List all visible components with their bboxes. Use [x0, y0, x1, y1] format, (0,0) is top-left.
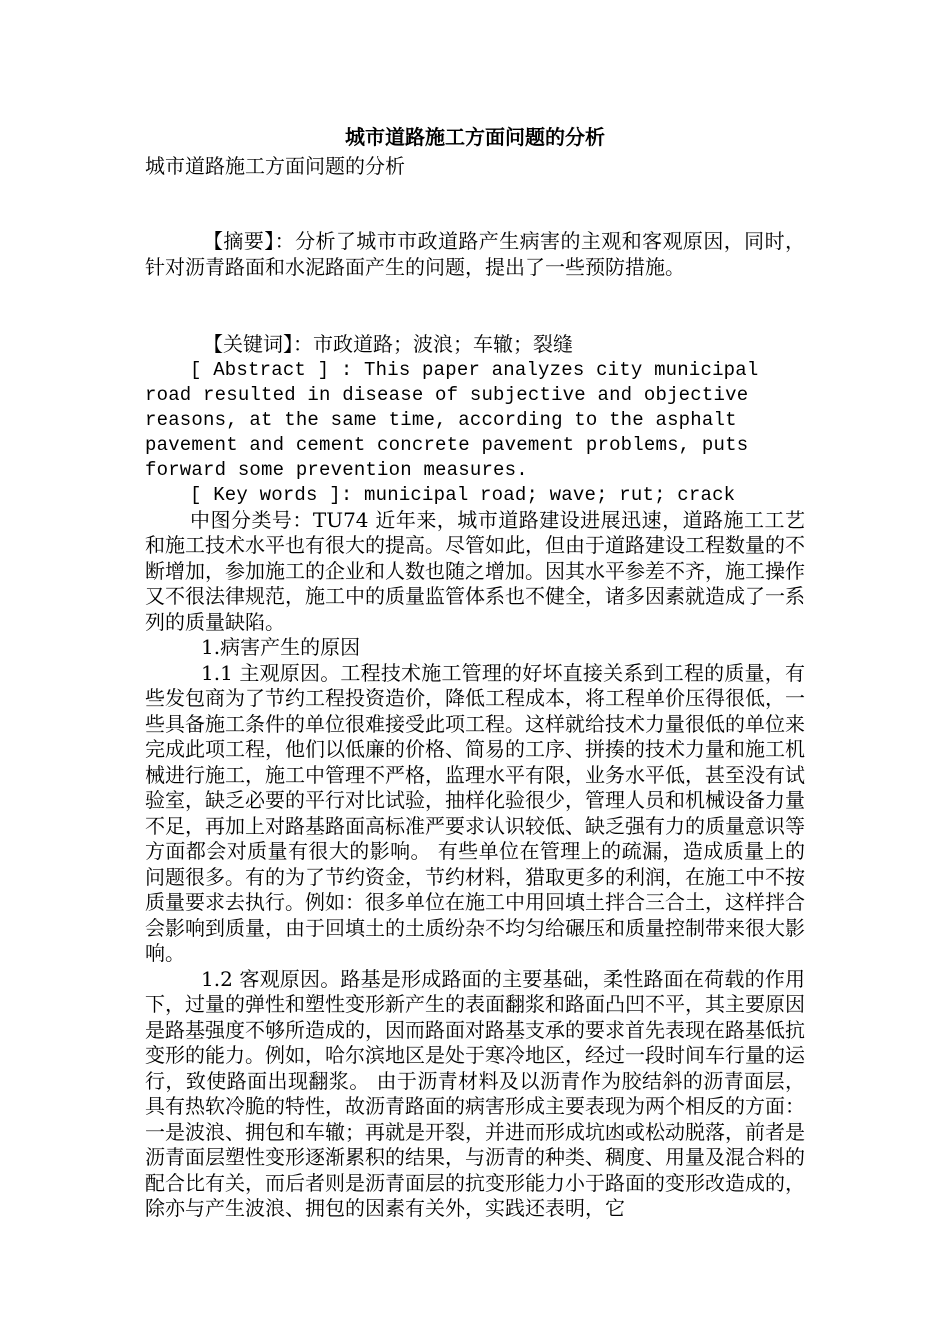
section-1-2-paragraph: 1.2 客观原因。路基是形成路面的主要基础，柔性路面在荷载的作用下，过量的弹性和塑性变形新产生的表面翻浆和路面凸凹不平，其主要原因是路基强度不够所造成的，因而路面对路基支承的要求首先表现在路基低抗变形的能力。例如，哈尔滨地区是处于寒冷地区，经过一段时间车行量的运行，致使路面出现翻浆。 由于沥青材料及以沥青作为胶结斜的沥青面层，具有热软冷脆的特性，故沥青路面的病害形成主要表现为两个相反的方面：一是波浪、拥包和车辙；再就是开裂，并进而形成坑凼或松动脱落，前者是沥青面层塑性变形逐渐累积的结果，与沥青的种类、稠度、用量及混合料的配合比有关，而后者则是沥青面层的抗变形能力小于路面的变形改造成的，除亦与产生波浪、拥包的因素有关外，实践还表明，它	[145, 966, 805, 1220]
abstract-cn: 【摘要】：分析了城市市政道路产生病害的主观和客观原因，同时，针对沥青路面和水泥路面产生的问题，提出了一些预防措施。	[145, 229, 805, 279]
abstract-en: [ Abstract ] : This paper analyzes city municipal road resulted in disease of subjective and objective reasons, at the same time, according to the asphalt pavement and cement concrete pavement problems, puts forward some prevention measures.	[145, 358, 759, 481]
document-title: 城市道路施工方面问题的分析	[345, 125, 605, 149]
keywords-en: [ Key words ]: municipal road; wave; rut; crack	[190, 483, 736, 506]
intro-paragraph: 中图分类号：TU74 近年来，城市道路建设进展迅速，道路施工工艺和施工技术水平也有很大的提高。尽管如此，但由于道路建设工程数量的不断增加，参加施工的企业和人数也随之增加。因其水平参差不齐，施工操作又不很法律规范，施工中的质量监管体系也不健全，诸多因素就造成了一系列的质量缺陷。	[145, 507, 805, 634]
section-1-heading: 1.病害产生的原因	[201, 635, 361, 659]
keywords-cn: 【关键词】：市政道路；波浪；车辙；裂缝	[203, 332, 573, 356]
section-1-1-paragraph: 1.1 主观原因。工程技术施工管理的好坏直接关系到工程的质量，有些发包商为了节约工程投资造价，降低工程成本，将工程单价压得很低，一些具备施工条件的单位很难接受此项工程。这样就给技术力量很低的单位来完成此项工程，他们以低廉的价格、简易的工序、拼揍的技术力量和施工机械进行施工，施工中管理不严格，监理水平有限，业务水平低，甚至没有试验室，缺乏必要的平行对比试验，抽样化验很少，管理人员和机械设备力量不足，再加上对路基路面高标准严要求认识较低、缺乏强有力的质量意识等方面都会对质量有很大的影响。 有些单位在管理上的疏漏，造成质量上的问题很多。有的为了节约资金，节约材料，猎取更多的利润，在施工中不按质量要求去执行。例如：很多单位在施工中用回填土拌合三合土，这样拌合会影响到质量，由于回填土的土质纷杂不均匀给碾压和质量控制带来很大影响。	[145, 660, 805, 965]
document-body	[145, 122, 805, 1222]
document-subtitle: 城市道路施工方面问题的分析	[145, 154, 405, 178]
